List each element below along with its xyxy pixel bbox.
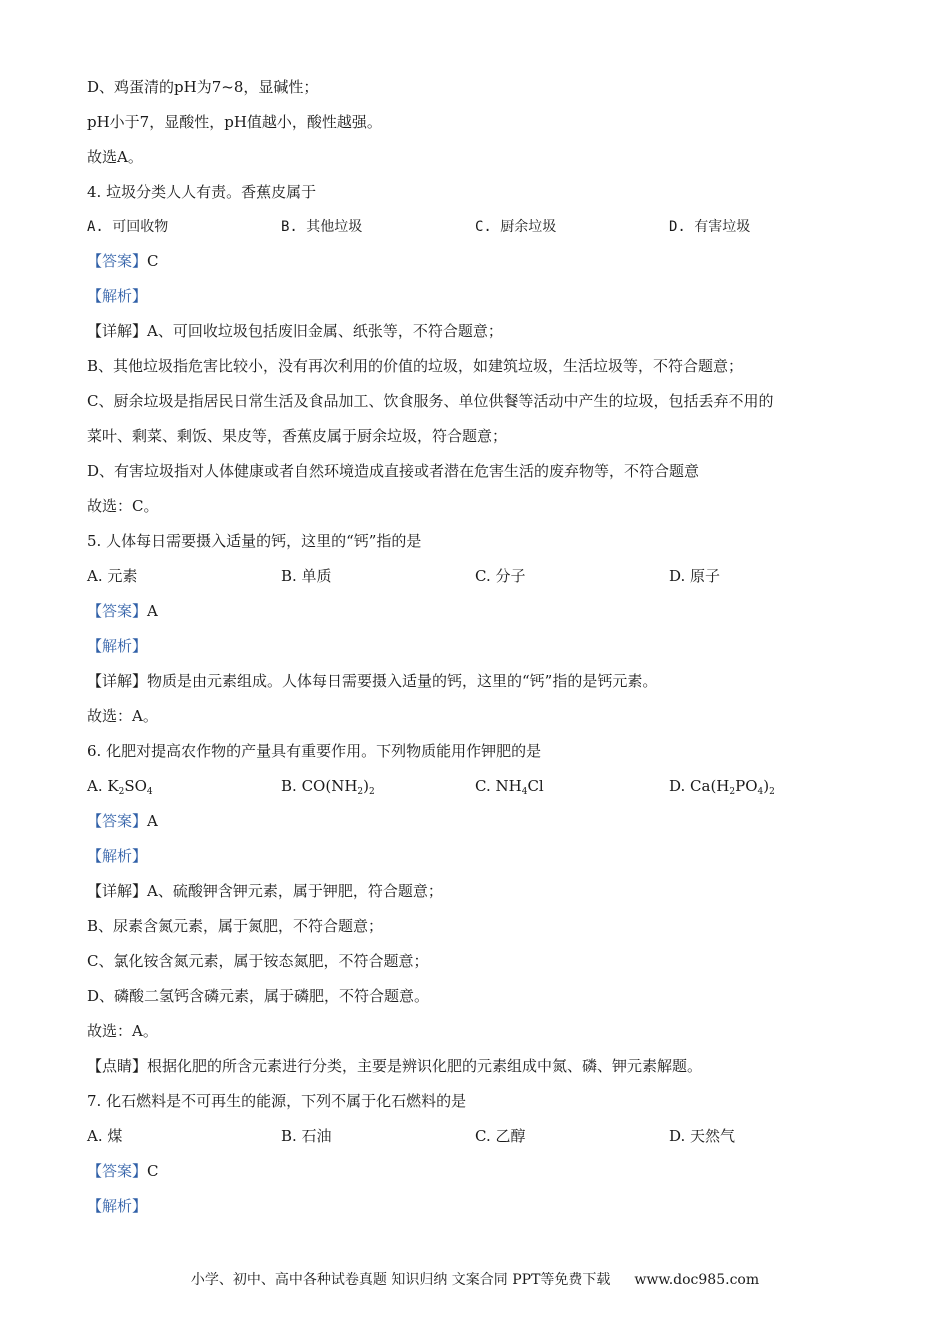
formula-part: CO(NH <box>301 777 358 795</box>
option-label: B. <box>281 777 302 795</box>
formula-part: Cl <box>527 777 544 795</box>
option-b: B. 石油 <box>281 1127 332 1145</box>
option-label: D. <box>669 777 691 795</box>
option-row <box>87 217 867 237</box>
answer-value: C <box>147 1162 159 1180</box>
detail-line <box>87 671 657 691</box>
answer-tag: 【答案】 <box>87 602 148 620</box>
option-d: D. 有害垃圾 <box>669 219 751 235</box>
detail-tag: 【详解】 <box>87 882 148 900</box>
answer-value: C <box>147 252 159 270</box>
answer-value: A <box>147 812 158 830</box>
answer-line <box>87 251 159 271</box>
answer-tag: 【答案】 <box>87 1162 148 1180</box>
option-b <box>281 776 375 802</box>
subscript: 2 <box>118 787 125 797</box>
formula-part: NH <box>495 777 522 795</box>
footer-link[interactable]: www.doc985.com <box>634 1272 760 1288</box>
question-stem: 4. 垃圾分类人人有责。香蕉皮属于 <box>87 183 317 201</box>
formula-part: SO <box>124 777 147 795</box>
conclusion: 故选：C。 <box>87 497 159 515</box>
footer-text: 小学、初中、高中各种试卷真题 知识归纳 文案合同 PPT等免费下载 <box>190 1272 611 1288</box>
subscript: 2 <box>769 787 775 797</box>
analysis-tag: 【解析】 <box>87 287 148 305</box>
detail-line: D、有害垃圾指对人体健康或者自然环境造成直接或者潜在危害生活的废弃物等，不符合题意 <box>87 462 700 480</box>
detail-line: C、厨余垃圾是指居民日常生活及食品加工、饮食服务、单位供餐等活动中产生的垃圾，包括丢弃不用的 <box>87 392 774 410</box>
detail-line: B、其他垃圾指危害比较小，没有再次利用的价值的垃圾，如建筑垃圾，生活垃圾等，不符合题意； <box>87 357 744 375</box>
answer-tag: 【答案】 <box>87 812 148 830</box>
detail-line: D、磷酸二氢钙含磷元素，属于磷肥，不符合题意。 <box>87 987 430 1005</box>
option-a <box>87 776 153 802</box>
formula-part: PO <box>735 777 758 795</box>
detail-line: 菜叶、剩菜、剩饭、果皮等，香蕉皮属于厨余垃圾，符合题意； <box>87 427 508 445</box>
option-label: A. <box>87 777 108 795</box>
subscript: 4 <box>757 787 764 797</box>
option-row <box>87 1126 867 1146</box>
formula-part: K <box>107 777 119 795</box>
comment-text: 根据化肥的所含元素进行分类，主要是辨识化肥的元素组成中氮、磷、钾元素解题。 <box>147 1057 703 1075</box>
text-line: D、鸡蛋清的pH为7~8，显碱性； <box>87 78 319 96</box>
subscript: 2 <box>357 787 364 797</box>
detail-tag: 【详解】 <box>87 672 148 690</box>
option-d: D. 原子 <box>669 567 721 585</box>
detail-line: C、氯化铵含氮元素，属于铵态氮肥，不符合题意； <box>87 952 429 970</box>
detail-line <box>87 881 443 901</box>
conclusion: 故选：A。 <box>87 707 158 725</box>
subscript: 2 <box>729 787 736 797</box>
detail-text: A、可回收垃圾包括废旧金属、纸张等，不符合题意； <box>147 322 503 340</box>
detail-text: A、硫酸钾含钾元素，属于钾肥，符合题意； <box>147 882 443 900</box>
option-a: A. 煤 <box>87 1127 123 1145</box>
analysis-tag: 【解析】 <box>87 847 148 865</box>
answer-tag: 【答案】 <box>87 252 148 270</box>
question-stem: 5. 人体每日需要摄入适量的钙，这里的“钙”指的是 <box>87 532 422 550</box>
option-b: B. 其他垃圾 <box>281 219 363 235</box>
subscript: 4 <box>146 787 153 797</box>
answer-line <box>87 811 158 831</box>
option-row <box>87 776 867 796</box>
detail-line: B、尿素含氮元素，属于氮肥，不符合题意； <box>87 917 384 935</box>
answer-line <box>87 601 158 621</box>
option-row <box>87 566 867 586</box>
formula-part: Ca(H <box>690 777 730 795</box>
subscript: 2 <box>369 787 375 797</box>
subscript: 4 <box>521 787 528 797</box>
comment-tag: 【点睛】 <box>87 1057 148 1075</box>
detail-text: 物质是由元素组成。人体每日需要摄入适量的钙，这里的“钙”指的是钙元素。 <box>147 672 658 690</box>
option-d: D. 天然气 <box>669 1127 736 1145</box>
option-c <box>475 776 544 802</box>
option-c: C. 厨余垃圾 <box>475 219 557 235</box>
answer-line <box>87 1161 159 1181</box>
question-stem: 7. 化石燃料是不可再生的能源，下列不属于化石燃料的是 <box>87 1092 467 1110</box>
option-d <box>669 776 775 802</box>
option-c: C. 乙醇 <box>475 1127 526 1145</box>
detail-line <box>87 321 503 341</box>
conclusion: 故选：A。 <box>87 1022 158 1040</box>
option-a: A. 可回收物 <box>87 219 169 235</box>
comment-line <box>87 1056 702 1076</box>
option-b: B. 单质 <box>281 567 332 585</box>
option-a: A. 元素 <box>87 567 138 585</box>
formula-part: ) <box>363 777 369 795</box>
analysis-tag: 【解析】 <box>87 1197 148 1215</box>
analysis-tag: 【解析】 <box>87 637 148 655</box>
detail-tag: 【详解】 <box>87 322 148 340</box>
option-label: C. <box>475 777 496 795</box>
formula-part: ) <box>763 777 770 795</box>
answer-value: A <box>147 602 158 620</box>
option-c: C. 分子 <box>475 567 526 585</box>
text-line: 故选A。 <box>87 148 143 166</box>
text-line: pH小于7，显酸性，pH值越小，酸性越强。 <box>87 113 382 131</box>
page-footer <box>0 1270 950 1290</box>
question-stem: 6. 化肥对提高农作物的产量具有重要作用。下列物质能用作钾肥的是 <box>87 742 542 760</box>
